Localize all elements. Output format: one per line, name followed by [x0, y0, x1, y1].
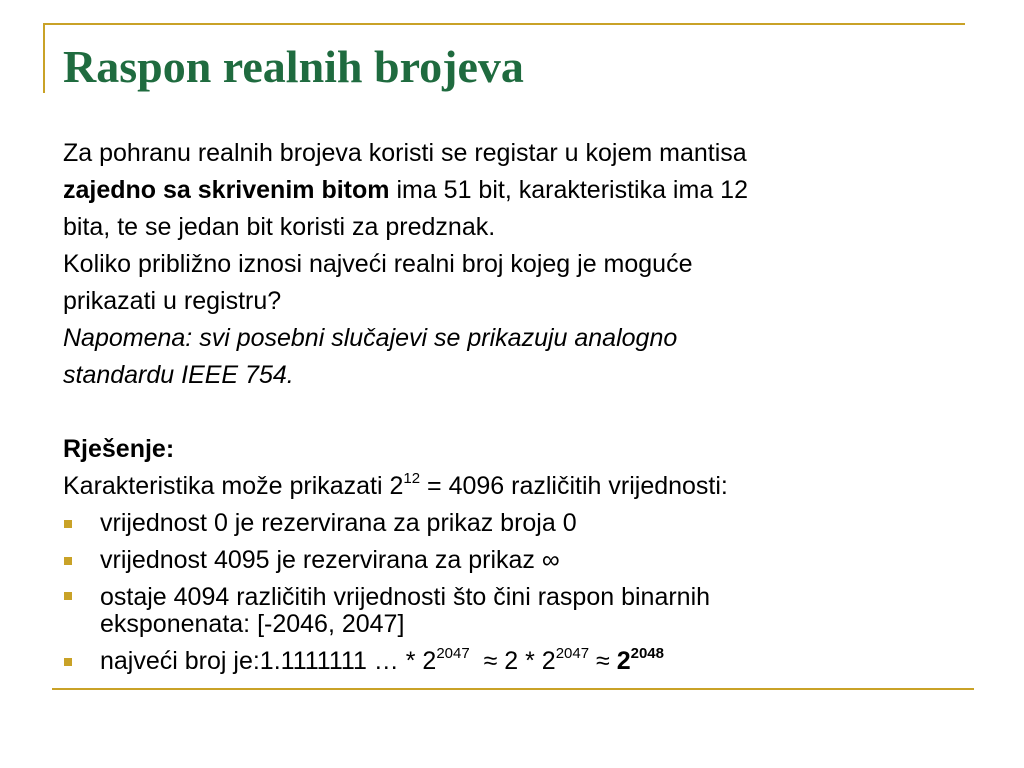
bullet-square-icon [64, 520, 72, 528]
note-line-1: Napomena: svi posebni slučajevi se prikazuju analogno [63, 324, 678, 352]
intro-line-3: bita, te se jedan bit koristi za predznak. [63, 213, 496, 241]
note-line-2: standardu IEEE 754. [63, 361, 294, 389]
bullet-square-icon [64, 658, 72, 666]
question-line-2: prikazati u registru? [63, 287, 282, 315]
list-item: vrijednost 0 je rezervirana za prikaz broja 0 [63, 505, 963, 542]
left-rule [43, 23, 45, 93]
intro-line-2: zajedno sa skrivenim bitom ima 51 bit, karakteristika ima 12 [63, 176, 748, 204]
solution-heading: Rješenje: [63, 435, 175, 463]
slide-body [63, 135, 963, 680]
list-item: ostaje 4094 različitih vrijednosti što čini raspon binarnih eksponenata: [-2046, 2047] [63, 579, 963, 643]
solution-bullets [63, 505, 963, 680]
bullet-square-icon [64, 557, 72, 565]
intro-line-1: Za pohranu realnih brojeva koristi se registar u kojem mantisa [63, 139, 747, 167]
list-item: najveći broj je:1.1111111 … * $2^{2047} \approx 2 * 2^{2047} \approx 2^{2048}$ [63, 643, 963, 680]
slide-title: Raspon realnih brojeva [63, 41, 524, 92]
solution-line: Karakteristika može prikazati $2^{12} = 4096$ različitih vrijednosti: [63, 469, 728, 500]
hidden-bit-emphasis: zajedno sa skrivenim bitom [63, 176, 390, 204]
top-rule [43, 23, 965, 25]
list-item: vrijednost 4095 je rezervirana za prikaz ∞ [63, 542, 963, 579]
question-line-1: Koliko približno iznosi najveći realni broj kojeg je moguće [63, 250, 693, 278]
bullet-square-icon [64, 592, 72, 600]
bottom-rule [52, 688, 974, 690]
